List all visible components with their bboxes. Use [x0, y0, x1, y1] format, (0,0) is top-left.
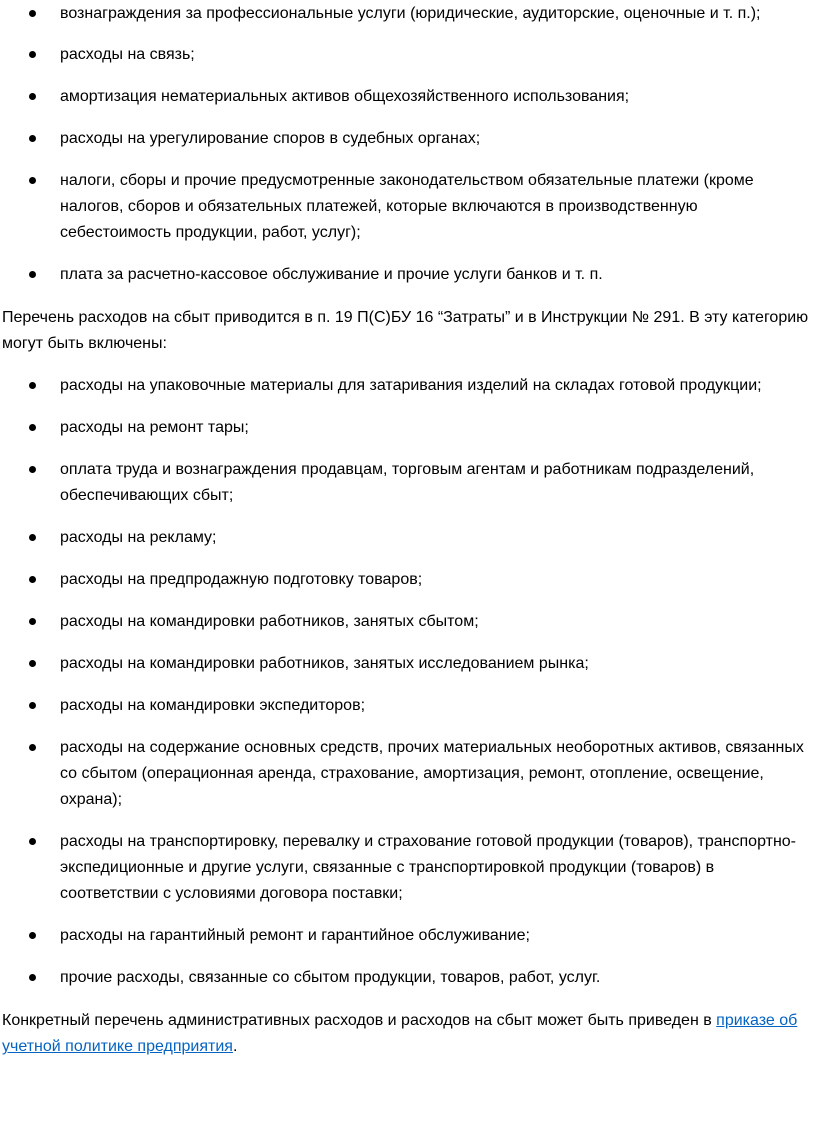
list-item — [0, 693, 816, 719]
bullet-icon — [29, 271, 36, 278]
list-item — [0, 829, 816, 907]
list-item-text: амортизация нематериальных активов общехозяйственного использования; — [60, 88, 630, 105]
accounting-policy-link[interactable]: приказе об учетной политике предприятия — [2, 1012, 798, 1055]
closing-period: . — [232, 1038, 238, 1055]
list-item-text: вознаграждения за профессиональные услуги (юридические, аудиторские, оценочные и т. п.); — [60, 5, 761, 22]
list-item-text: расходы на транспортировку, перевалку и страхование готовой продукции (товаров), транспортно-экспедиционные и другие услуги, связанные с транспортировкой продукции (товаров) в соответствии с условиями договора поставки; — [60, 833, 797, 902]
list-item — [0, 126, 816, 152]
list-item-text: расходы на командировки экспедиторов; — [60, 697, 366, 714]
list-item — [0, 84, 816, 110]
list-item-text: расходы на предпродажную подготовку товаров; — [60, 571, 423, 588]
list-item-text: расходы на урегулирование споров в судебных органах; — [60, 130, 481, 147]
bullet-icon — [29, 932, 36, 939]
list-item — [0, 735, 816, 813]
list-item — [0, 457, 816, 509]
list-item-text: налоги, сборы и прочие предусмотренные законодательством обязательные платежи (кроме налогов, сборов и обязательных платежей, которые включаются в производственную себестоимость продукции, работ, услуг); — [60, 172, 754, 241]
list-item-text: плата за расчетно-кассовое обслуживание и прочие услуги банков и т. п. — [60, 266, 603, 283]
list-item — [0, 651, 816, 677]
bullet-icon — [29, 974, 36, 981]
closing-text: Конкретный перечень административных расходов и расходов на сбыт может быть приведен в — [2, 1012, 717, 1029]
bullet-icon — [29, 382, 36, 389]
intro-paragraph: Перечень расходов на сбыт приводится в п. 19 П(С)БУ 16 “Затраты” и в Инструкции № 291. В эту категорию могут быть включены: — [2, 309, 809, 352]
list-item — [0, 965, 816, 991]
bullet-icon — [29, 424, 36, 431]
list-item — [0, 609, 816, 635]
list-item-text: расходы на связь; — [60, 46, 195, 63]
bullet-icon — [29, 93, 36, 100]
list-item-text: расходы на гарантийный ремонт и гарантийное обслуживание; — [60, 927, 530, 944]
bullet-icon — [29, 534, 36, 541]
bullet-icon — [29, 51, 36, 58]
list-item — [0, 42, 816, 68]
list-item-text: расходы на рекламу; — [60, 529, 217, 546]
bullet-icon — [29, 177, 36, 184]
bullet-icon — [29, 135, 36, 142]
list-item — [0, 373, 816, 399]
bullet-icon — [29, 10, 36, 17]
list-item — [0, 567, 816, 593]
list-item-text: расходы на ремонт тары; — [60, 419, 249, 436]
list-item — [0, 525, 816, 551]
bullet-icon — [29, 702, 36, 709]
list-item — [0, 1, 816, 27]
list-item-text: расходы на командировки работников, занятых сбытом; — [60, 613, 479, 630]
bullet-icon — [29, 576, 36, 583]
list-item-text: прочие расходы, связанные со сбытом продукции, товаров, работ, услуг. — [60, 969, 601, 986]
bullet-icon — [29, 744, 36, 751]
list-item-text: оплата труда и вознаграждения продавцам, торговым агентам и работникам подразделений, обеспечивающих сбыт; — [60, 461, 755, 504]
bullet-icon — [29, 466, 36, 473]
list-item-text: расходы на командировки работников, занятых исследованием рынка; — [60, 655, 589, 672]
bullet-icon — [29, 660, 36, 667]
bullet-icon — [29, 618, 36, 625]
list-item — [0, 262, 816, 288]
list-item-text: расходы на упаковочные материалы для затаривания изделий на складах готовой продукции; — [60, 377, 762, 394]
closing-paragraph — [0, 1008, 816, 1060]
list-item-text: расходы на содержание основных средств, прочих материальных необоротных активов, связанных со сбытом (операционная аренда, страхование, амортизация, ремонт, отопление, освещение, охрана); — [60, 739, 804, 808]
list-item — [0, 168, 816, 246]
list-item — [0, 923, 816, 949]
bullet-icon — [29, 838, 36, 845]
list-item — [0, 415, 816, 441]
